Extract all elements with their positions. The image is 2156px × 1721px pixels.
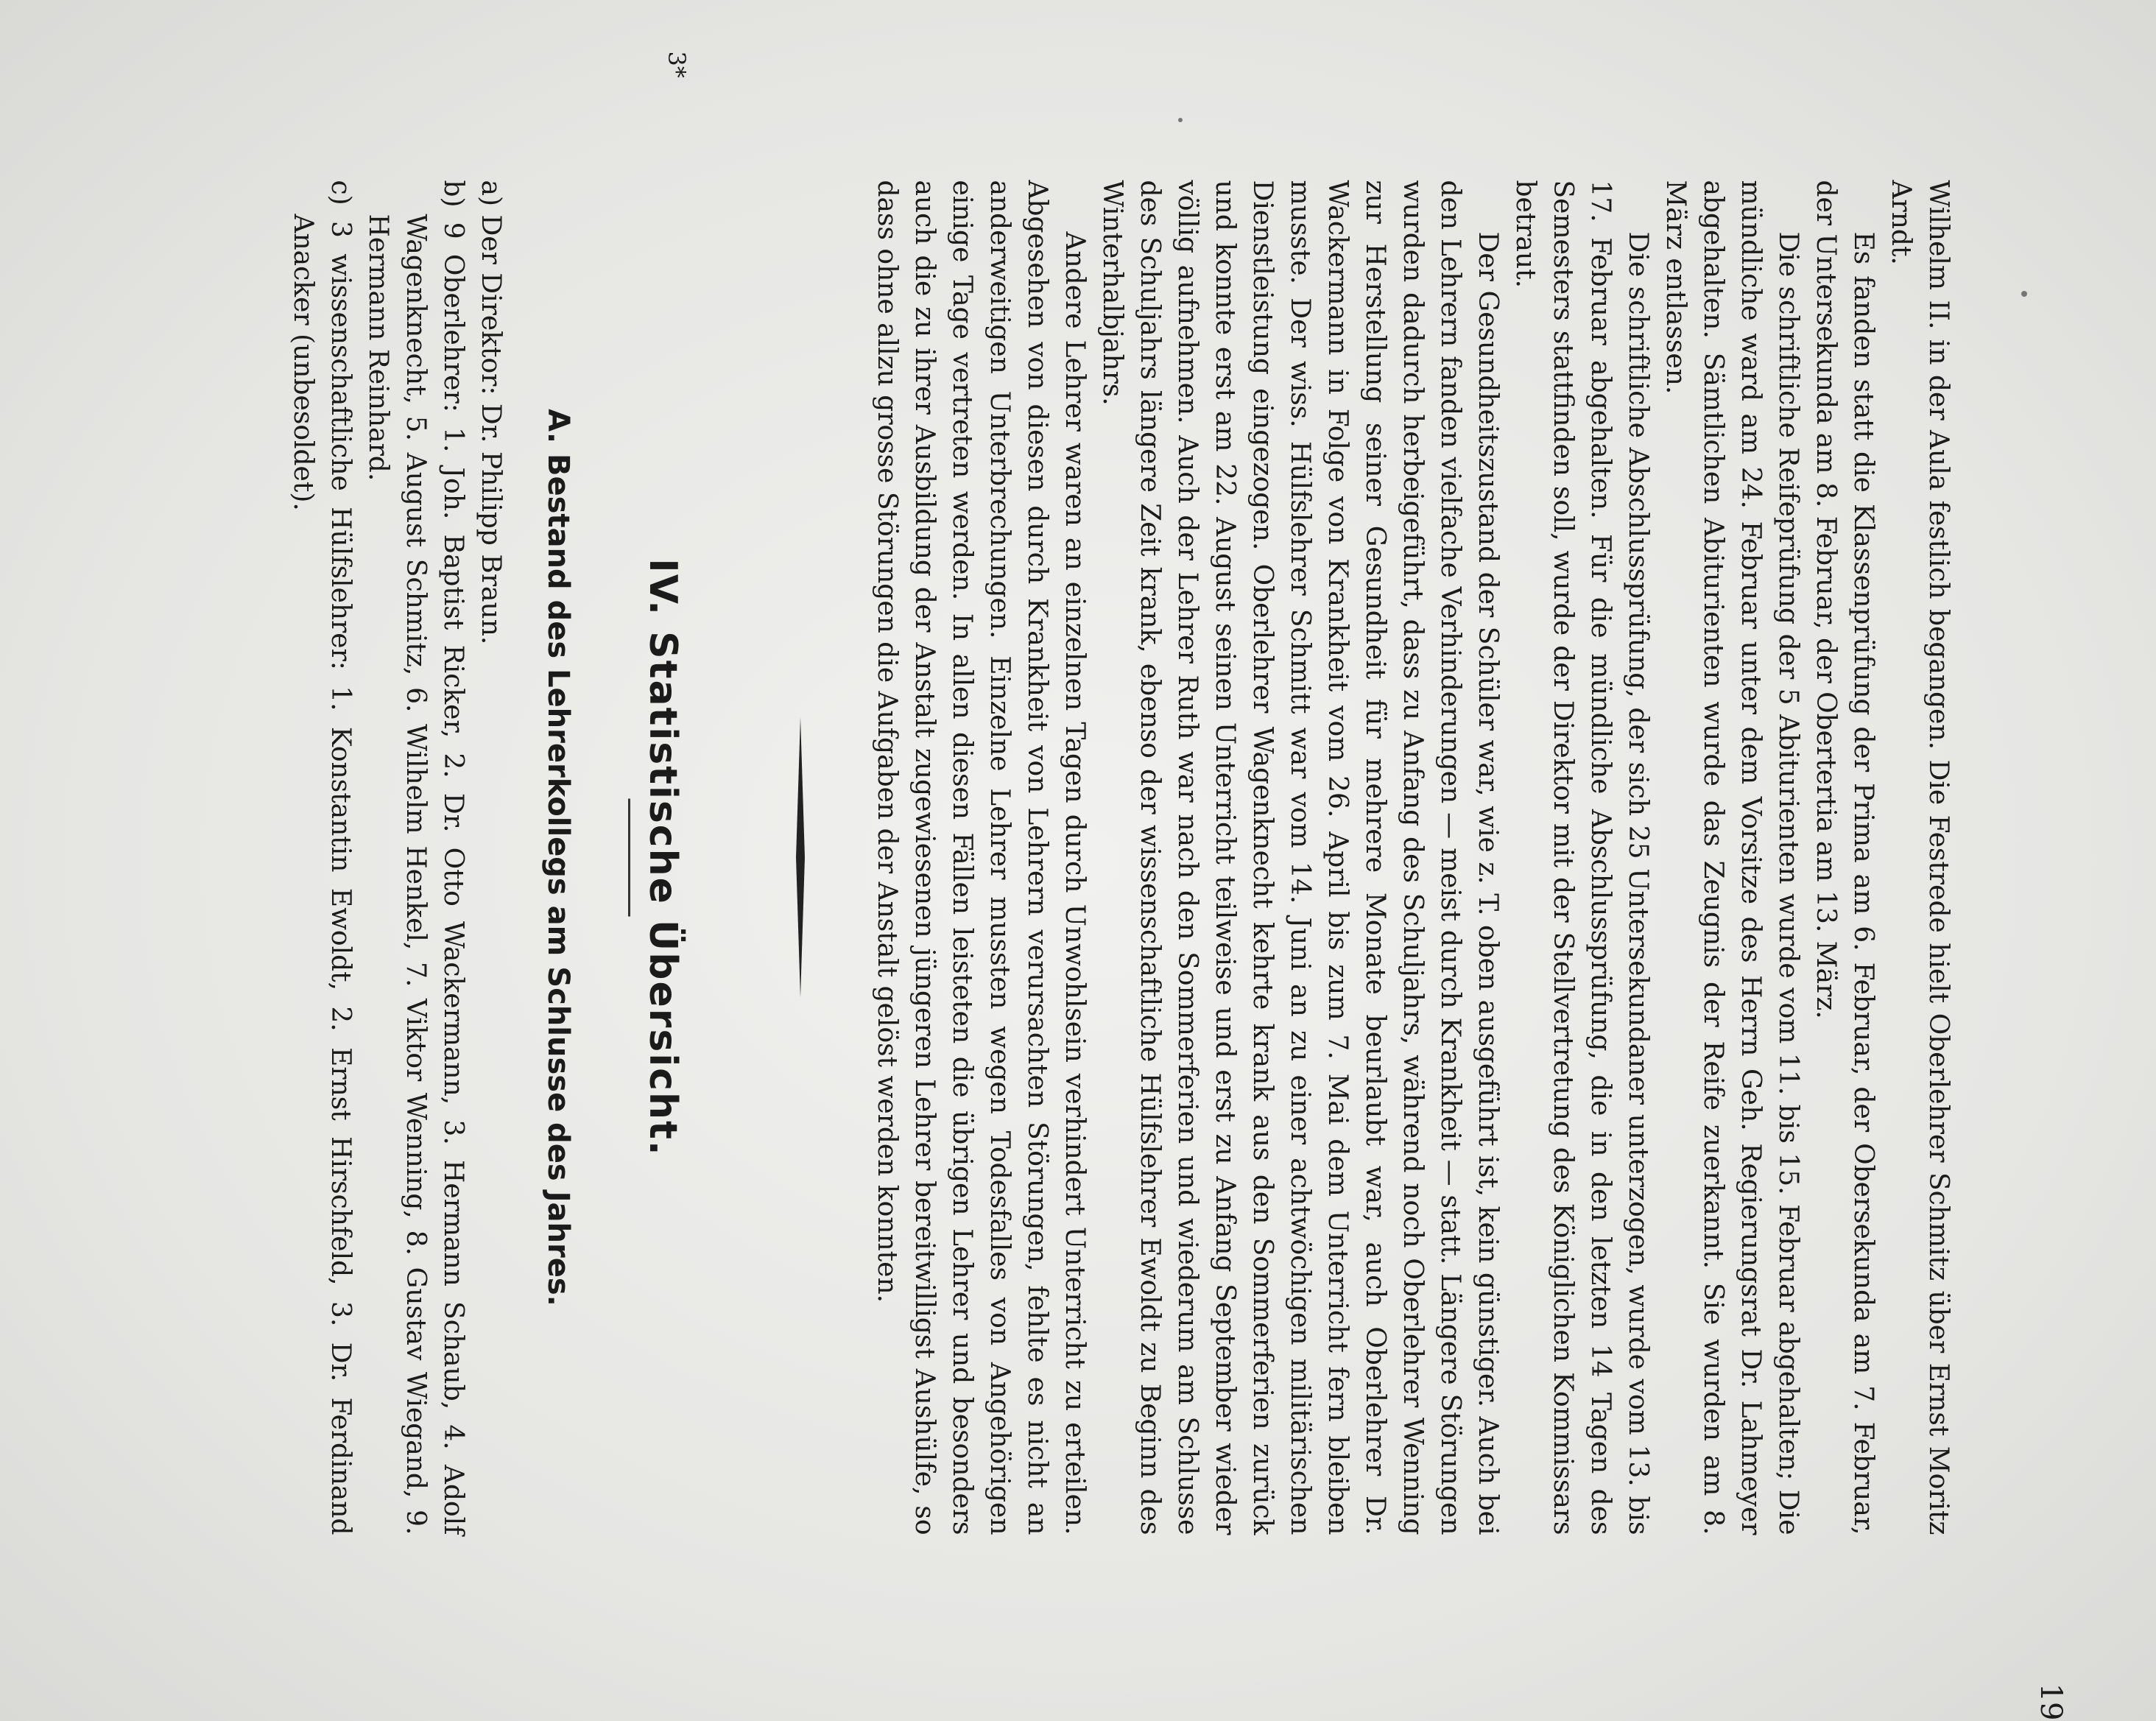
- paragraph-1: Wilhelm II. in der Aula festlich begangen. Die Festrede hielt Oberlehrer Schmitz über Ernst Moritz Arndt.: [1886, 180, 1954, 1535]
- staff-item-oberlehrer: b) 9 Oberlehrer: 1. Joh. Baptist Ricker, 2. Dr. Otto Wackermann, 3. Hermann Schaub, 4. Adolf Wagenknecht, 5. August Schmitz, 6. Wilhelm Henkel, 7. Viktor Wenning, 8. Gustav Wiegand, 9. Hermann Reinhard.: [363, 180, 468, 1535]
- paragraph-6: Andere Lehrer waren an einzelnen Tagen durch Unwohlsein verhindert Unterricht zu erteilen. Abgesehen von diesen durch Krankheit von Lehrern verursachten Störungen, fehlte es nicht an anderweitigen Unterbrechungen. Einzelne Lehrer mussten wegen Todesfalles von Angehörigen einige Tage vertreten werden. In allen diesen Fällen leisteten die übrigen Lehrer und besonders auch die zu ihrer Ausbildung der Anstalt zugewiesenen jüngeren Lehrer bereitwilligst Aushülfe, so dass ohne allzu grosse Störungen die Aufgaben der Anstalt gelöst werden konnten.: [872, 180, 1090, 1535]
- subsection-title: A. Bestand des Lehrerkollegs am Schlusse des Jahres.: [541, 409, 575, 1306]
- staff-item-director: a) Der Direktor: Dr. Philipp Braun.: [476, 180, 506, 645]
- page-content: [284, 180, 1957, 1535]
- section-title: IV. Statistische Übersicht.: [641, 558, 685, 1157]
- paragraph-4: Die schriftliche Abschlussprüfung, der sich 25 Untersekundaner unterzogen, wurde vom 13. bis 17. Februar abgehalten. Für die mündliche Abschlussprüfung, die in den letzten 14 Tagen des Semesters stattfinden soll, wurde der Direktor mit der Stellvertretung des Königlichen Kommissars betraut.: [1510, 180, 1653, 1535]
- paragraph-5: Der Gesundheitszustand der Schüler war, wie z. T. oben ausgeführt ist, kein günstiger. Auch bei den Lehrern fanden vielfache Verhinderungen — meist durch Krankheit — statt. Längere Störungen wurden dadurch herbeigeführt, dass zu Anfang des Schuljahrs, während noch Oberlehrer Wenning zur Herstellung seiner Gesundheit für mehrere Monate beurlaubt war, auch Oberlehrer Dr. Wackermann in Folge von Krankheit vom 26. April bis zum 7. Mai dem Unterricht fern bleiben musste. Der wiss. Hülfslehrer Schmitt war vom 14. Juni an zu einer achtwöchigen militärischen Dienstleistung eingezogen. Oberlehrer Wagenknecht kehrte krank aus den Sommerferien zurück und konnte erst am 22. August seinen Unterricht teilweise und erst zu Anfang September wieder völlig aufnehmen. Auch der Lehrer Ruth war nach den Sommerferien und wiederum am Schlusse des Schuljahrs längere Zeit krank, ebenso der wissenschaftliche Hülfslehrer Ewoldt zu Beginn des Winterhalbjahrs.: [1097, 180, 1503, 1535]
- paragraph-2: Es fanden statt die Klassenprüfung der Prima am 6. Februar, der Obersekunda am 7. Februar, der Untersekunda am 8. Februar, der Obertertia am 13. März.: [1811, 180, 1878, 1535]
- footer-signature-mark: 3*: [663, 51, 691, 78]
- paragraph-3: Die schriftliche Reifeprüfung der 5 Abiturienten wurde vom 11. bis 15. Februar abgehalten; Die mündliche ward am 24. Februar unter dem Vorsitze des Herrn Geh. Regierungsrat Dr. Lahmeyer abgehalten. Sämtlichen Abiturienten wurde das Zeugnis der Reife zuerkannt. Sie wurden am 8. März entlassen.: [1660, 180, 1803, 1535]
- decorative-rule: [792, 718, 809, 998]
- page-number: 19: [2034, 1683, 2068, 1721]
- staff-item-hulfslehrer: c) 3 wissenschaftliche Hülfslehrer: 1. Konstantin Ewoldt, 2. Ernst Hirschfeld, 3. Dr. Ferdinand Anacker (unbesoldet).: [288, 180, 356, 1535]
- title-rule: [628, 799, 630, 917]
